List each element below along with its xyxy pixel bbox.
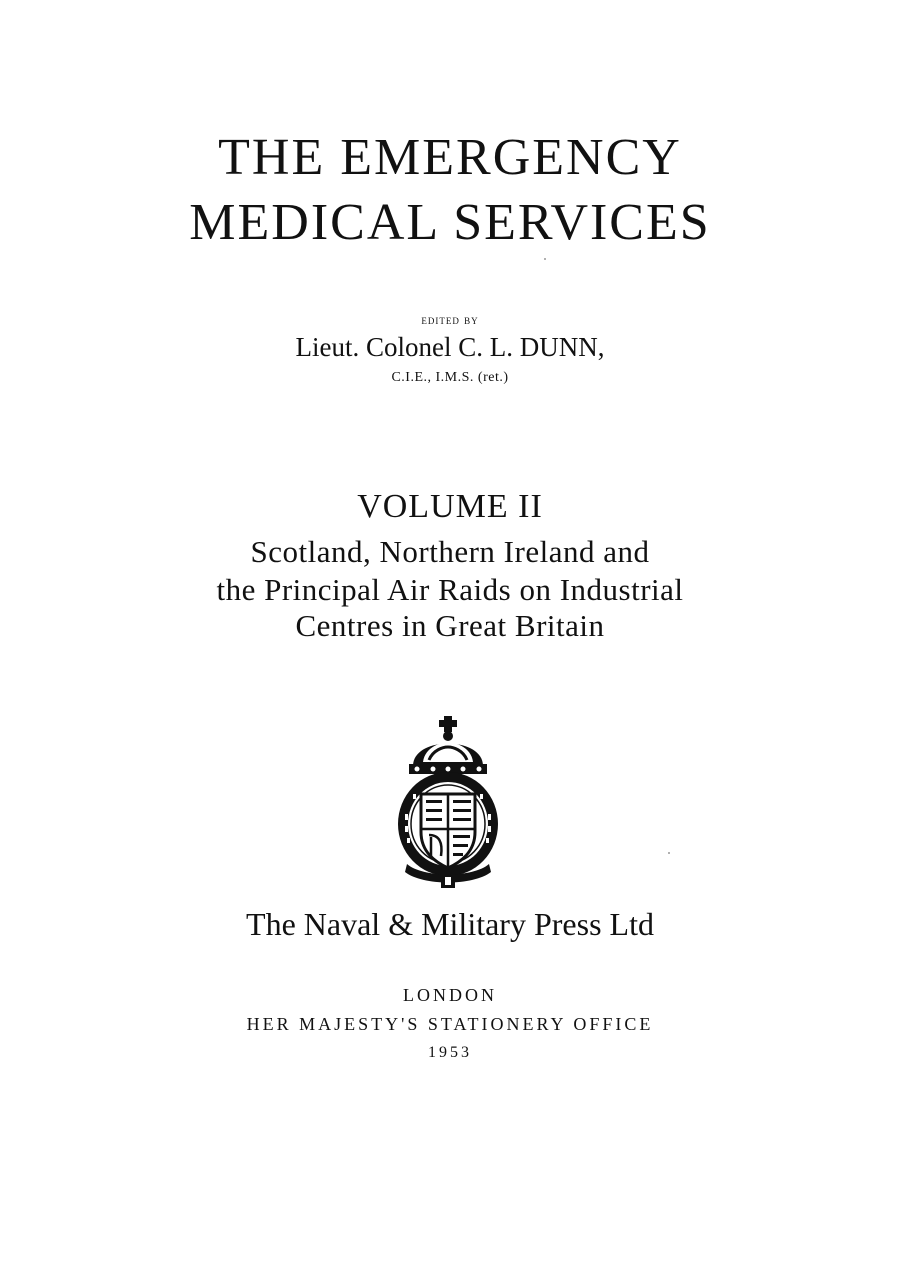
volume-subtitle-line-2: the Principal Air Raids on Industrial [216,572,684,607]
book-title-line-2: MEDICAL SERVICES [189,194,711,251]
editor-qualifications: C.I.E., I.M.S. (ret.) [391,370,509,385]
royal-coat-of-arms-icon [393,714,503,889]
volume-subtitle-line-3: Centres in Great Britain [295,608,605,643]
imprint-office: HER MAJESTY'S STATIONERY OFFICE [246,1014,654,1034]
edited-by-label: edited by [421,312,479,327]
imprint-year: 1953 [428,1044,472,1061]
publisher-name: The Naval & Military Press Ltd [246,906,654,942]
editor-name: Lieut. Colonel C. L. DUNN, [295,332,605,362]
volume-number: VOLUME II [357,488,543,525]
book-title-line-1: THE EMERGENCY [218,129,682,186]
print-speck [668,852,670,854]
volume-subtitle-line-1: Scotland, Northern Ireland and [250,534,650,569]
imprint-city: LONDON [403,985,497,1005]
print-speck [544,258,546,260]
